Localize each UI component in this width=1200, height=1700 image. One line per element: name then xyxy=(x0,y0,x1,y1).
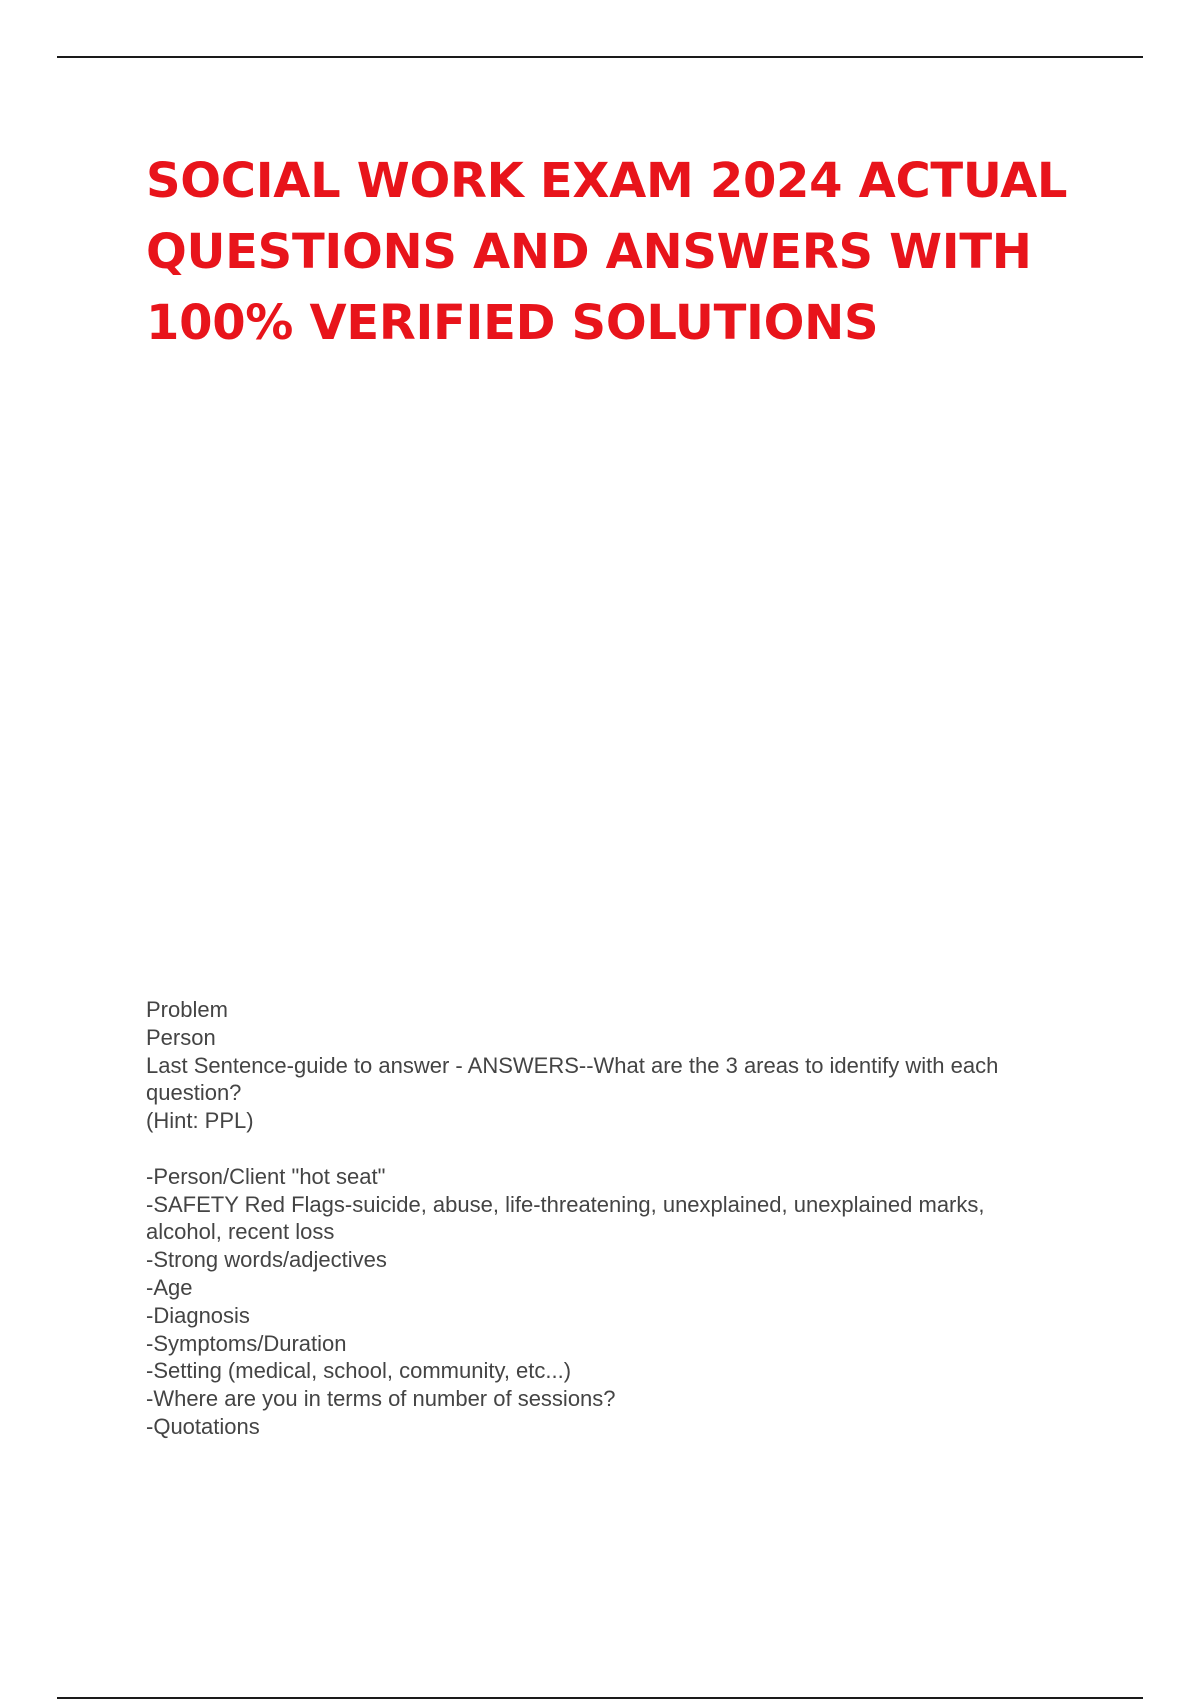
answer-line: -Strong words/adjectives xyxy=(146,1247,387,1273)
answer-line: -Person/Client "hot seat" xyxy=(146,1163,386,1189)
answer-line: -Diagnosis xyxy=(146,1302,250,1328)
question-line: Person xyxy=(146,1024,216,1050)
question-line: (Hint: PPL) xyxy=(146,1108,254,1134)
title-line: QUESTIONS AND ANSWERS WITH xyxy=(146,224,1032,280)
blank-line xyxy=(146,1135,1106,1163)
question-line: question? xyxy=(146,1080,242,1106)
top-rule xyxy=(57,56,1143,58)
question-line: Last Sentence-guide to answer - ANSWERS--What are the 3 areas to identify with each xyxy=(146,1052,999,1078)
answer-line: -SAFETY Red Flags-suicide, abuse, life-threatening, unexplained, unexplained marks, xyxy=(146,1191,985,1217)
title-line: 100% VERIFIED SOLUTIONS xyxy=(146,295,879,351)
answer-line: -Where are you in terms of number of sessions? xyxy=(146,1386,616,1412)
question-answer-block xyxy=(146,996,1106,1441)
question-line: Problem xyxy=(146,997,228,1022)
answer-line: -Setting (medical, school, community, etc...) xyxy=(146,1358,572,1384)
answer-line: -Symptoms/Duration xyxy=(146,1330,347,1356)
answer-line: alcohol, recent loss xyxy=(146,1219,335,1245)
answer-line: -Quotations xyxy=(146,1413,260,1439)
title-line: SOCIAL WORK EXAM 2024 ACTUAL xyxy=(146,153,1068,209)
answer-line: -Age xyxy=(146,1274,193,1300)
document-title xyxy=(146,146,1106,359)
bottom-rule xyxy=(57,1697,1143,1699)
